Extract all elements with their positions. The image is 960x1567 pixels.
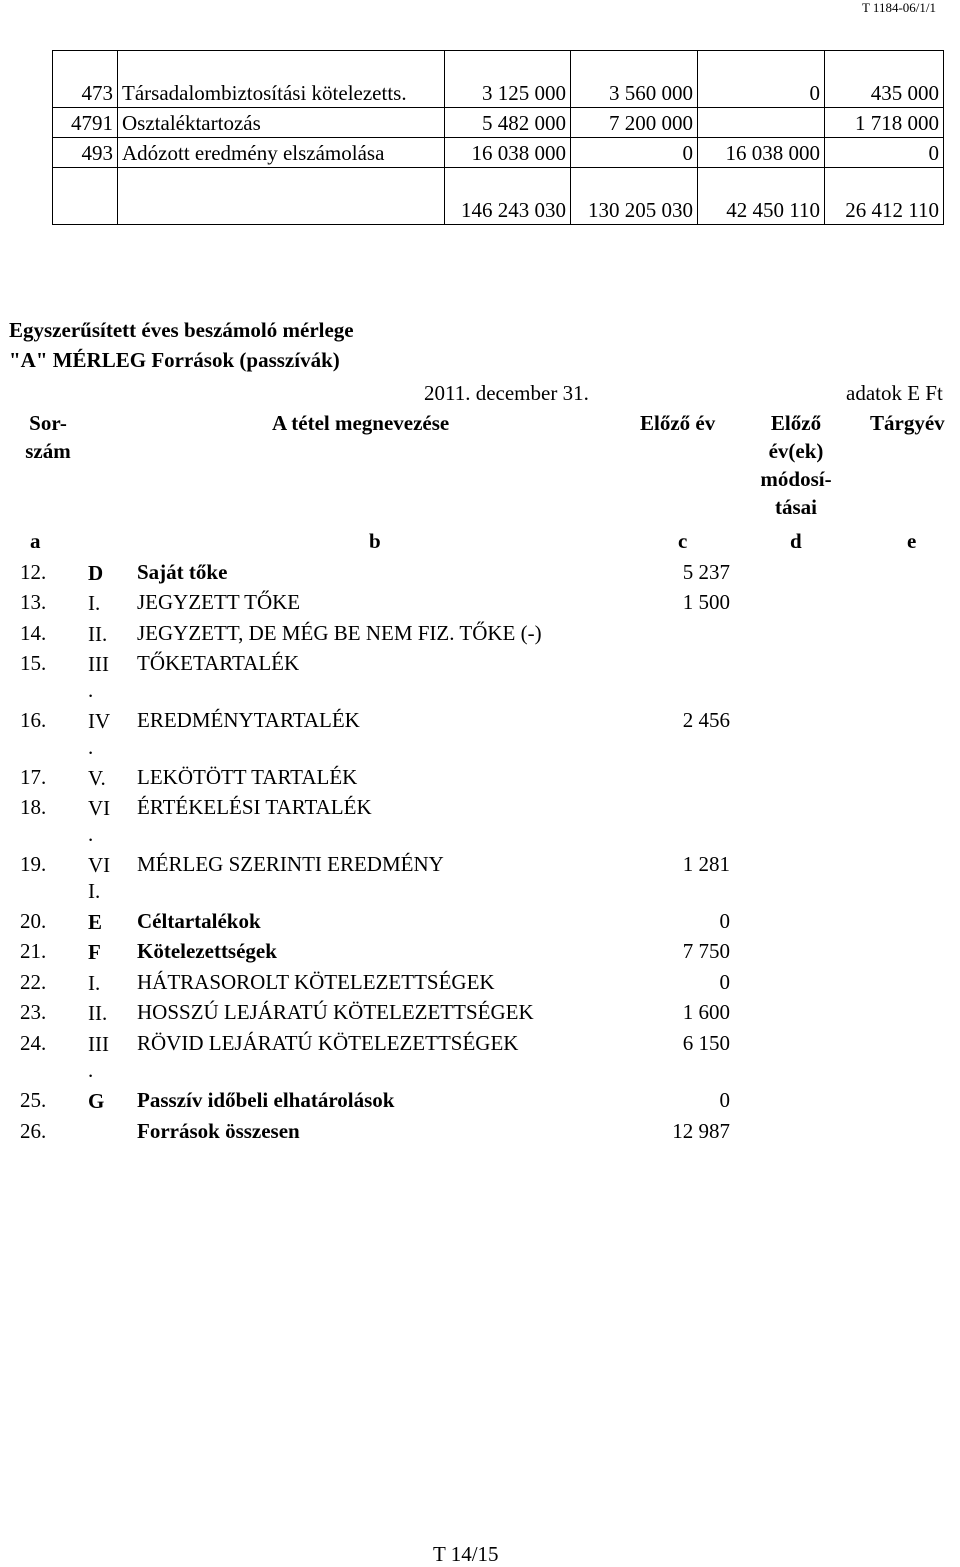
account-name: Társadalombiztosítási kötelezetts. <box>118 51 445 108</box>
amount-cell: 16 038 000 <box>698 138 825 168</box>
table-row <box>53 168 944 225</box>
row-prev-year: 5 237 <box>682 560 730 584</box>
table-row <box>0 557 960 588</box>
row-number: 23. <box>20 1000 47 1024</box>
row-name: Források összesen <box>137 1119 300 1143</box>
page-number: T 14/15 <box>433 1542 499 1566</box>
row-number: 17. <box>20 765 47 789</box>
row-prev-year: 6 150 <box>682 1031 730 1055</box>
table-row <box>0 1085 960 1116</box>
header-sorszam: Sor- szám <box>25 411 71 463</box>
total-cell: 42 450 110 <box>698 168 825 225</box>
row-number: 22. <box>20 970 47 994</box>
account-code: 493 <box>53 138 118 168</box>
row-name: JEGYZETT TŐKE <box>137 590 301 614</box>
row-name: MÉRLEG SZERINTI EREDMÉNY <box>137 852 444 876</box>
table-row <box>0 792 960 846</box>
row-prev-year: 0 <box>719 970 730 994</box>
row-name: EREDMÉNYTARTALÉK <box>137 708 360 732</box>
row-code: D <box>88 561 104 585</box>
table-row <box>0 705 960 759</box>
column-letter-d: d <box>790 529 802 553</box>
account-name: Adózott eredmény elszámolása <box>118 138 445 168</box>
row-prev-year: 0 <box>719 909 730 933</box>
header-item-name: A tétel megnevezése <box>272 411 450 435</box>
total-cell: 130 205 030 <box>571 168 698 225</box>
row-code: I. <box>88 971 101 995</box>
table-row <box>0 997 960 1028</box>
row-prev-year: 1 281 <box>682 852 730 876</box>
account-name: Osztaléktartozás <box>118 108 445 138</box>
table-row <box>0 762 960 793</box>
row-code: V. <box>88 766 106 790</box>
row-name: TŐKETARTALÉK <box>137 651 300 675</box>
account-name <box>118 168 445 225</box>
row-code: VI I. <box>88 853 111 903</box>
table-row <box>53 108 944 138</box>
table-row <box>0 1028 960 1082</box>
row-prev-year: 12 987 <box>672 1119 730 1143</box>
amount-cell <box>698 108 825 138</box>
account-code: 4791 <box>53 108 118 138</box>
header-current-year: Tárgyév <box>870 411 945 435</box>
table-row <box>0 648 960 702</box>
row-name: HÁTRASOROLT KÖTELEZETTSÉGEK <box>137 970 495 994</box>
row-code: II. <box>88 1001 108 1025</box>
account-code <box>53 168 118 225</box>
row-number: 12. <box>20 560 47 584</box>
row-number: 21. <box>20 939 47 963</box>
table-row <box>0 1116 960 1147</box>
row-prev-year: 2 456 <box>682 708 730 732</box>
row-name: Saját tőke <box>137 560 228 584</box>
row-prev-year: 1 600 <box>682 1000 730 1024</box>
balance-date: 2011. december 31. <box>424 381 589 405</box>
row-name: RÖVID LEJÁRATÚ KÖTELEZETTSÉGEK <box>137 1031 519 1055</box>
amount-cell: 0 <box>698 51 825 108</box>
amount-cell: 3 560 000 <box>571 51 698 108</box>
row-code: III . <box>88 1032 109 1082</box>
column-letter-b: b <box>369 529 381 553</box>
row-code: E <box>88 910 103 934</box>
row-code: VI . <box>88 796 111 846</box>
row-code: I. <box>88 591 101 615</box>
row-code: IV . <box>88 709 111 759</box>
row-name: LEKÖTÖTT TARTALÉK <box>137 765 358 789</box>
accounts-table <box>52 50 944 225</box>
unit-label: adatok E Ft <box>846 381 943 405</box>
amount-cell: 435 000 <box>825 51 944 108</box>
amount-cell: 0 <box>825 138 944 168</box>
row-name: ÉRTÉKELÉSI TARTALÉK <box>137 795 372 819</box>
row-number: 25. <box>20 1088 47 1112</box>
row-name: Kötelezettségek <box>137 939 277 963</box>
row-number: 13. <box>20 590 47 614</box>
balance-subtitle: "A" MÉRLEG Források (passzívák) <box>9 348 340 372</box>
row-prev-year: 7 750 <box>682 939 730 963</box>
total-cell: 146 243 030 <box>445 168 571 225</box>
row-code: II. <box>88 622 108 646</box>
row-name: Passzív időbeli elhatárolások <box>137 1088 395 1112</box>
table-row <box>0 587 960 618</box>
total-cell: 26 412 110 <box>825 168 944 225</box>
amount-cell: 1 718 000 <box>825 108 944 138</box>
row-number: 16. <box>20 708 47 732</box>
row-code: F <box>88 940 101 964</box>
row-number: 20. <box>20 909 47 933</box>
table-row <box>0 967 960 998</box>
column-letter-a: a <box>30 529 41 553</box>
document-id: T 1184-06/1/1 <box>861 0 936 15</box>
table-row <box>0 936 960 967</box>
balance-title: Egyszerűsített éves beszámoló mérlege <box>9 318 354 342</box>
row-code: III . <box>88 652 109 702</box>
amount-cell: 16 038 000 <box>445 138 571 168</box>
column-letter-c: c <box>678 529 688 553</box>
row-number: 18. <box>20 795 47 819</box>
amount-cell: 7 200 000 <box>571 108 698 138</box>
amount-cell: 3 125 000 <box>445 51 571 108</box>
row-name: HOSSZÚ LEJÁRATÚ KÖTELEZETTSÉGEK <box>137 1000 534 1024</box>
column-letter-e: e <box>907 529 917 553</box>
table-row <box>53 138 944 168</box>
row-code: G <box>88 1089 105 1113</box>
row-prev-year: 1 500 <box>682 590 730 614</box>
account-code: 473 <box>53 51 118 108</box>
row-number: 15. <box>20 651 47 675</box>
table-row <box>0 906 960 937</box>
header-modifications: Előző év(ek) módosí- tásai <box>760 411 832 519</box>
row-number: 19. <box>20 852 47 876</box>
table-row <box>0 849 960 903</box>
row-name: JEGYZETT, DE MÉG BE NEM FIZ. TŐKE (-) <box>137 621 542 645</box>
amount-cell: 0 <box>571 138 698 168</box>
table-row <box>0 618 960 649</box>
row-number: 26. <box>20 1119 47 1143</box>
row-number: 14. <box>20 621 47 645</box>
row-name: Céltartalékok <box>137 909 261 933</box>
amount-cell: 5 482 000 <box>445 108 571 138</box>
row-prev-year: 0 <box>719 1088 730 1112</box>
header-prev-year: Előző év <box>640 411 716 435</box>
row-number: 24. <box>20 1031 47 1055</box>
table-row <box>53 51 944 108</box>
